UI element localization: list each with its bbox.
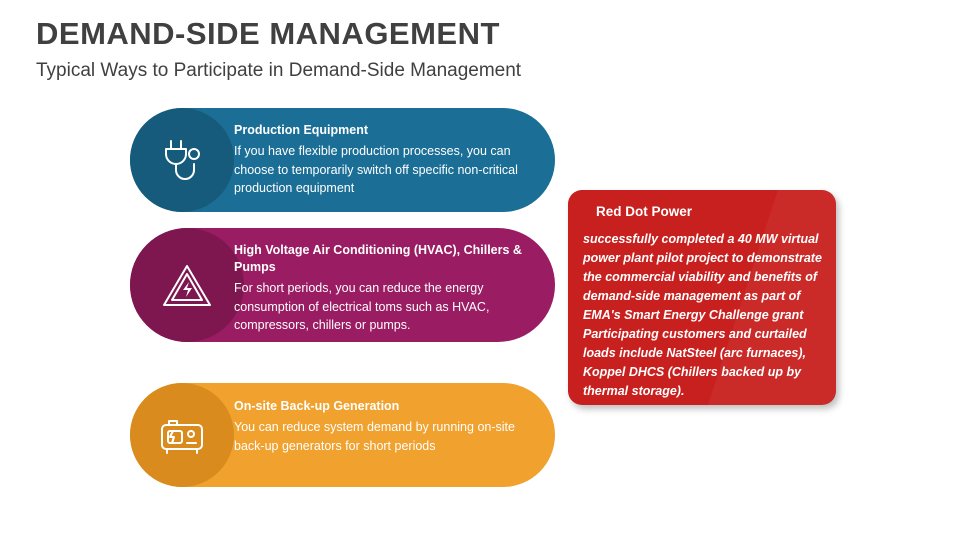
item-text-on-site-backup-generation [234,398,534,455]
item-body: You can reduce system demand by running on-site back-up generators for short periods [234,419,515,453]
item-heading: Production Equipment [234,123,369,137]
plug-stethoscope-icon [130,108,234,212]
generator-icon [130,383,234,487]
item-heading: On-site Back-up Generation [234,399,400,413]
item-body: For short periods, you can reduce the energy consumption of electrical toms such as HVAC, compressors, chillers or pumps. [234,280,490,333]
page-title: DEMAND-SIDE MANAGEMENT [36,16,500,51]
warning-triangle-icon [130,228,244,342]
item-text-hvac-chillers-pumps [234,242,534,335]
page-subtitle: Typical Ways to Participate in Demand-Side Management [36,60,522,81]
callout-title: Red Dot Power [596,204,693,219]
callout-body: successfully completed a 40 MW virtual power plant pilot project to demonstrate the commercial viability and benefits of demand-side management as part of EMA's Smart Energy Challenge grant Participating customers and curtailed loads include NatSteel (arc furnaces), Koppel DHCS (Chillers backed up by thermal storage). [583,232,822,398]
item-body: If you have flexible production processes, you can choose to temporarily switch off specific non-critical production equipment [234,143,518,196]
item-text-production-equipment [234,122,534,198]
item-heading: High Voltage Air Conditioning (HVAC), Chillers & Pumps [234,243,522,274]
callout-card-red-dot-power [568,190,836,405]
